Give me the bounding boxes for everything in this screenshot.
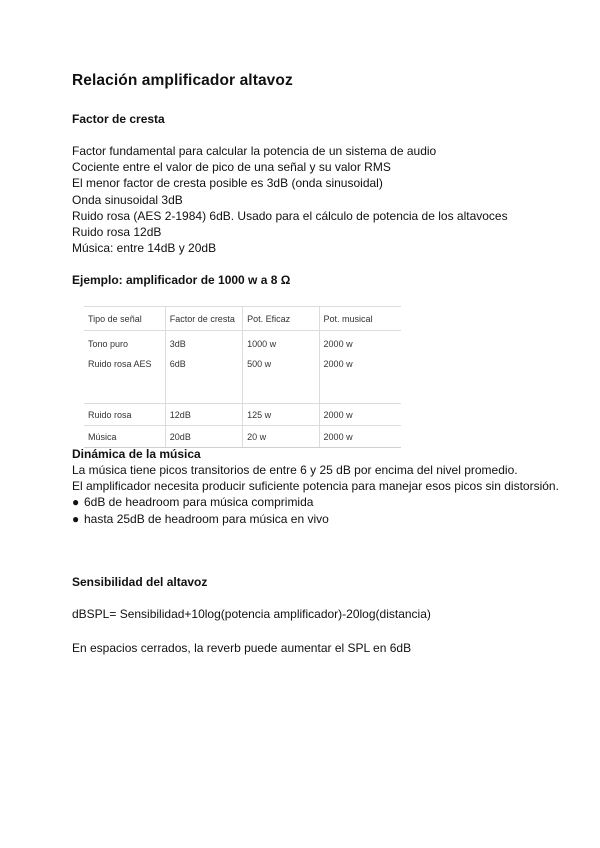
table-row (84, 351, 401, 404)
table-cell: 2000 w (319, 351, 401, 404)
factor-cresta-line: Ruido rosa 12dB (72, 225, 162, 240)
table-cell: 12dB (165, 404, 242, 426)
table-header-cell: Tipo de señal (84, 307, 165, 331)
table-cell: 1000 w (243, 331, 319, 352)
reverb-note: En espacios cerrados, la reverb puede aumentar el SPL en 6dB (72, 641, 412, 655)
list-item (72, 494, 522, 510)
table-header-cell: Factor de cresta (165, 307, 242, 331)
table-cell: 2000 w (319, 404, 401, 426)
heading-factor-cresta: Factor de cresta (72, 112, 165, 126)
bullet-icon: ● (72, 511, 80, 526)
heading-dinamica: Dinámica de la música (72, 447, 201, 461)
factor-cresta-line: Onda sinusoidal 3dB (72, 192, 183, 207)
list-item-text: 6dB de headroom para música comprimida (84, 495, 314, 510)
table-cell: Música (84, 426, 165, 448)
table-cell: Ruido rosa (84, 404, 165, 426)
table-header-row (84, 307, 401, 331)
bullet-icon: ● (72, 495, 80, 510)
page-title: Relación amplificador altavoz (72, 72, 293, 89)
dinamica-block (72, 462, 559, 527)
table-row (84, 426, 401, 448)
table-row (84, 404, 401, 426)
formula-text: dBSPL= Sensibilidad+10log(potencia amplificador)-20log(distancia) (72, 607, 431, 621)
table-cell: 20dB (165, 426, 242, 448)
table-cell: 2000 w (323, 339, 353, 349)
table-cell: Ruido rosa AES (84, 351, 165, 404)
factor-cresta-line: El menor factor de cresta posible es 3dB (onda sinusoidal) (72, 176, 383, 191)
dinamica-paragraph: La música tiene picos transitorios de entre 6 y 25 dB por encima del nivel promedio. (72, 463, 518, 477)
table-cell: Tono puro (84, 331, 165, 352)
table-cell: 125 w (243, 404, 319, 426)
heading-ejemplo: Ejemplo: amplificador de 1000 w a 8 Ω (72, 273, 291, 287)
table-row (84, 331, 401, 352)
list-item-text: hasta 25dB de headroom para música en vivo (84, 511, 329, 526)
example-table (84, 306, 401, 448)
factor-cresta-line: Cociente entre el valor de pico de una señal y su valor RMS (72, 160, 391, 175)
table-cell: 500 w (243, 351, 319, 404)
dinamica-paragraph: El amplificador necesita producir suficiente potencia para manejar esos picos sin distorsión. (72, 479, 559, 494)
factor-cresta-block (72, 143, 508, 256)
table-cell: 2000 w (319, 426, 401, 448)
table-header-cell: Pot. Eficaz (243, 307, 319, 331)
table-cell: 6dB (165, 351, 242, 404)
heading-sensibilidad: Sensibilidad del altavoz (72, 575, 208, 589)
factor-cresta-line: Factor fundamental para calcular la potencia de un sistema de audio (72, 144, 437, 158)
factor-cresta-line: Ruido rosa (AES 2-1984) 6dB. Usado para el cálculo de potencia de los altavoces (72, 208, 508, 223)
factor-cresta-line: Música: entre 14dB y 20dB (72, 241, 217, 256)
table-cell: 3dB (165, 331, 242, 352)
list-item (72, 511, 522, 527)
table-cell: 20 w (243, 426, 319, 448)
table-header-cell: Pot. musical (319, 307, 401, 331)
